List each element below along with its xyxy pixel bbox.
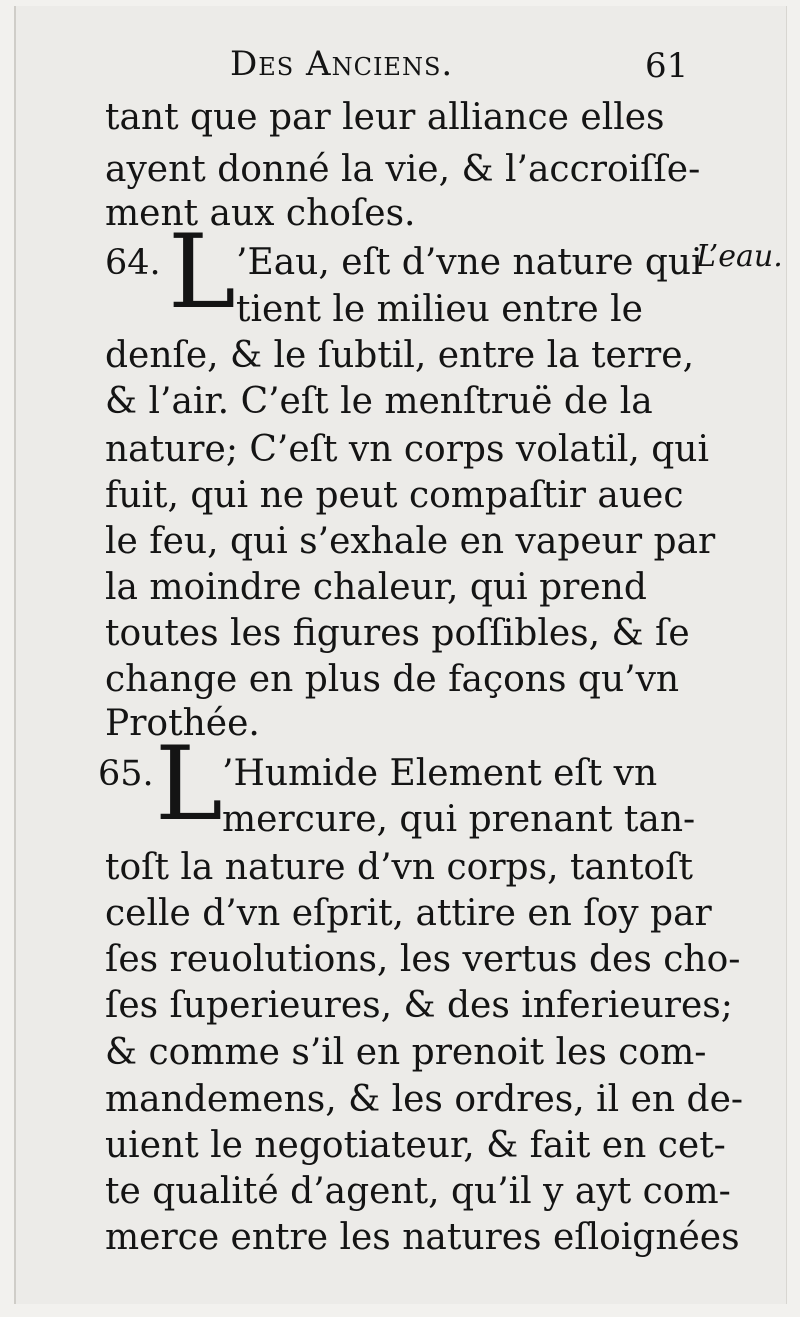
text-line: ſes reuolutions, les vertus des cho- bbox=[105, 939, 741, 980]
text-line: uient le negotiateur, & fait en cet- bbox=[105, 1125, 726, 1166]
paragraph-number: 64. bbox=[105, 243, 161, 283]
drop-cap: L bbox=[168, 213, 236, 332]
text-line: change en plus de façons qu’vn bbox=[105, 659, 680, 700]
text-line: te qualité d’agent, qu’il y ayt com- bbox=[105, 1171, 731, 1212]
text-line: toſt la nature d’vn corps, tantoſt bbox=[105, 847, 694, 888]
text-line: tient le milieu entre le bbox=[236, 289, 643, 330]
text-line: ’Eau, eſt d’vne nature qui bbox=[236, 242, 703, 283]
text-line: & l’air. C’eſt le menſtruë de la bbox=[105, 381, 653, 422]
margin-note: L’eau. bbox=[696, 239, 783, 274]
text-line: ayent donné la vie, & l’accroiſſe- bbox=[105, 149, 701, 190]
text-line: ſes ſuperieures, & des inferieures; bbox=[105, 985, 733, 1026]
text-line: la moindre chaleur, qui prend bbox=[105, 567, 647, 608]
text-line: fuit, qui ne peut compaſtir auec bbox=[105, 475, 684, 516]
text-line: merce entre les natures eſloignées bbox=[105, 1217, 740, 1258]
paragraph-number: 65. bbox=[98, 754, 154, 794]
text-line: celle d’vn eſprit, attire en ſoy par bbox=[105, 893, 712, 934]
text-line: toutes les figures poſſibles, & ſe bbox=[105, 613, 690, 654]
drop-cap: L bbox=[155, 725, 223, 844]
text-line: mercure, qui prenant tan- bbox=[222, 799, 696, 840]
text-line: le feu, qui s’exhale en vapeur par bbox=[105, 521, 716, 562]
text-line: denſe, & le ſubtil, entre la terre, bbox=[105, 335, 695, 376]
text-line: tant que par leur alliance elles bbox=[105, 97, 665, 138]
text-line: Prothée. bbox=[105, 703, 260, 744]
text-line: ment aux choſes. bbox=[105, 193, 416, 234]
page-number: 61 bbox=[645, 46, 689, 86]
running-title: Des Anciens. bbox=[230, 44, 454, 84]
text-line: & comme s’il en prenoit les com- bbox=[105, 1032, 707, 1073]
text-line: nature; C’eſt vn corps volatil, qui bbox=[105, 429, 710, 470]
text-line: mandemens, & les ordres, il en de- bbox=[105, 1079, 744, 1120]
text-line: ’Humide Element eſt vn bbox=[222, 753, 658, 794]
